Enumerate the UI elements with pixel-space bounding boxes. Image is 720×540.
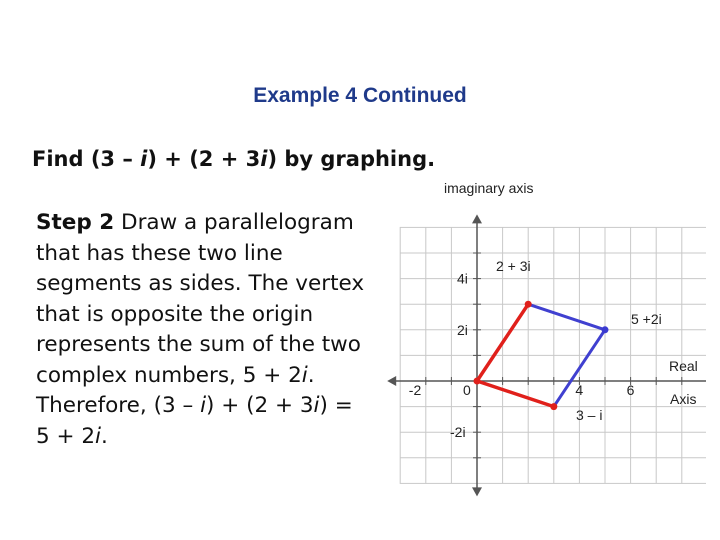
- x-tick-label: 0: [463, 382, 471, 398]
- explain-text-5: .: [101, 423, 108, 449]
- real-axis-title-line1: Real: [669, 358, 698, 374]
- x-tick-label: 6: [626, 382, 635, 398]
- explain-i-1: i: [301, 362, 308, 388]
- problem-text-1: Find (3 –: [32, 147, 141, 171]
- point-5-plus-2i-dot: [602, 326, 609, 333]
- y-tick-label: 2i: [457, 321, 468, 338]
- explain-text-3: ) + (2 + 3: [206, 393, 314, 418]
- blue-segment: [528, 304, 605, 330]
- y-tick-label: -2i: [450, 424, 466, 441]
- imaginary-axis-arrow-down: [472, 487, 482, 496]
- step-explanation: [36, 208, 368, 452]
- step-label: Step 2: [36, 210, 115, 235]
- problem-text-2: ) + (2 + 3: [147, 147, 261, 171]
- explain-i-2: i: [200, 393, 207, 418]
- x-tick-label: 4: [575, 382, 584, 398]
- x-tick-label: -2: [408, 382, 422, 398]
- labels: [409, 180, 698, 440]
- real-axis-arrow-left: [387, 376, 396, 386]
- problem-text-3: ) by graphing.: [267, 147, 436, 171]
- problem-i-2: i: [260, 147, 268, 171]
- y-tick-label: 4i: [457, 270, 468, 287]
- grid: [400, 227, 706, 483]
- problem-statement: [32, 147, 435, 171]
- example-subtitle: Example 4 Continued: [253, 84, 467, 107]
- point-2-plus-3i-label: 2 + 3i: [496, 258, 531, 274]
- imaginary-axis-arrow-up: [472, 214, 482, 223]
- real-axis-title-line2: Axis: [670, 391, 697, 407]
- imaginary-axis-title: imaginary axis: [444, 180, 534, 196]
- explain-text-4: ) = 5 + 2: [36, 393, 353, 449]
- origin-dot: [474, 378, 481, 385]
- red-segment: [477, 381, 554, 407]
- point-3-minus-i-label: 3 – i: [576, 407, 603, 423]
- problem-i-1: i: [140, 147, 148, 171]
- point-2-plus-3i-dot: [525, 301, 532, 308]
- point-3-minus-i-dot: [550, 403, 557, 410]
- complex-plane-diagram: [376, 175, 706, 500]
- explain-i-3: i: [313, 393, 320, 418]
- point-5-plus-2i-label: 5 +2i: [631, 311, 662, 327]
- explain-i-4: i: [95, 423, 102, 449]
- explain-text-2: . Therefore, (3 –: [36, 362, 315, 418]
- explain-text-1: Draw a parallelogram that has these two line segments as sides. The vertex that is opposite the origin represents the sum of the two complex numbers, 5 + 2: [36, 210, 365, 388]
